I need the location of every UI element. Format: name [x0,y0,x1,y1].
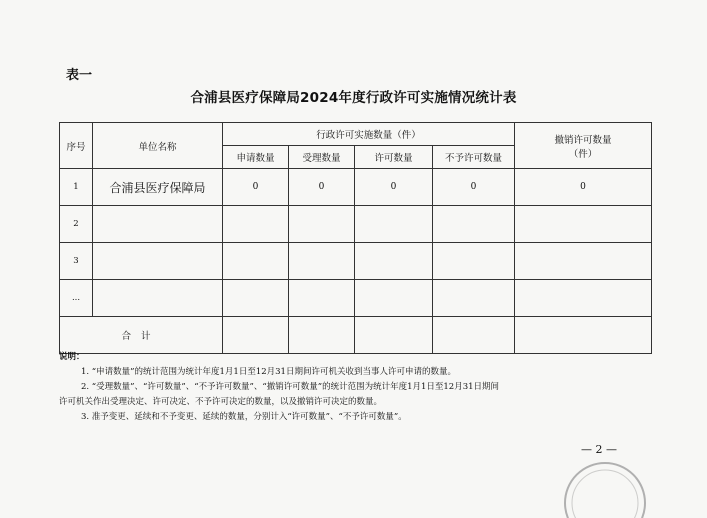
note-item: 3. 准予变更、延续和不予变更、延续的数量，分别计入“许可数量”、“不予许可数量”。 [81,412,407,422]
header-denied: 不予许可数量 [433,146,515,169]
row-permitted: 0 [355,169,433,206]
total-label: 合计 [60,317,223,354]
row-accepted: 0 [289,169,355,206]
table-row [60,169,652,206]
official-seal-icon [560,458,650,518]
table-label: 表一 [66,68,93,83]
row-seq: ... [60,280,93,317]
total-row [60,317,652,354]
note-item: 2. “受理数量”、“许可数量”、“不予许可数量”、“撤销许可数量”的统计范围为统计年度1月1日至12月31日期间 [81,382,500,392]
row-applications [223,280,289,317]
total-denied [433,317,515,354]
note-item: 许可机关作出受理决定、许可决定、不予许可决定的数量，以及撤销许可决定的数量。 [59,397,383,407]
notes-section [59,350,659,425]
row-unit-name [93,243,223,280]
row-accepted [289,280,355,317]
row-accepted [289,243,355,280]
row-seq: 3 [60,243,93,280]
row-permitted [355,280,433,317]
row-permitted [355,206,433,243]
note-item: 1. “申请数量”的统计范围为统计年度1月1日至12月31日期间许可机关收到当事人许可申请的数量。 [81,367,456,377]
statistics-table [59,122,652,354]
row-unit-name [93,280,223,317]
row-unit-name [93,206,223,243]
header-permitted: 许可数量 [355,146,433,169]
row-seq: 2 [60,206,93,243]
row-seq: 1 [60,169,93,206]
table-row [60,206,652,243]
header-revoked: 撤销许可数量 （件） [515,123,652,169]
total-accepted [289,317,355,354]
header-applications: 申请数量 [223,146,289,169]
page-number: — 2 — [581,443,617,456]
row-revoked [515,206,652,243]
row-applications: 0 [223,169,289,206]
row-permitted [355,243,433,280]
header-permit-group: 行政许可实施数量（件） [223,123,515,146]
header-unit-name: 单位名称 [93,123,223,169]
row-revoked [515,243,652,280]
row-revoked [515,280,652,317]
header-seq: 序号 [60,123,93,169]
row-accepted [289,206,355,243]
page-title: 合浦县医疗保障局2024年度行政许可实施情况统计表 [190,90,517,106]
row-denied: 0 [433,169,515,206]
row-denied [433,243,515,280]
row-denied [433,206,515,243]
table-row [60,280,652,317]
total-revoked [515,317,652,354]
row-applications [223,206,289,243]
total-permitted [355,317,433,354]
row-denied [433,280,515,317]
table-row [60,243,652,280]
row-unit-name: 合浦县医疗保障局 [93,169,223,206]
row-applications [223,243,289,280]
notes-heading: 说明： [59,352,85,362]
header-accepted: 受理数量 [289,146,355,169]
total-applications [223,317,289,354]
row-revoked: 0 [515,169,652,206]
